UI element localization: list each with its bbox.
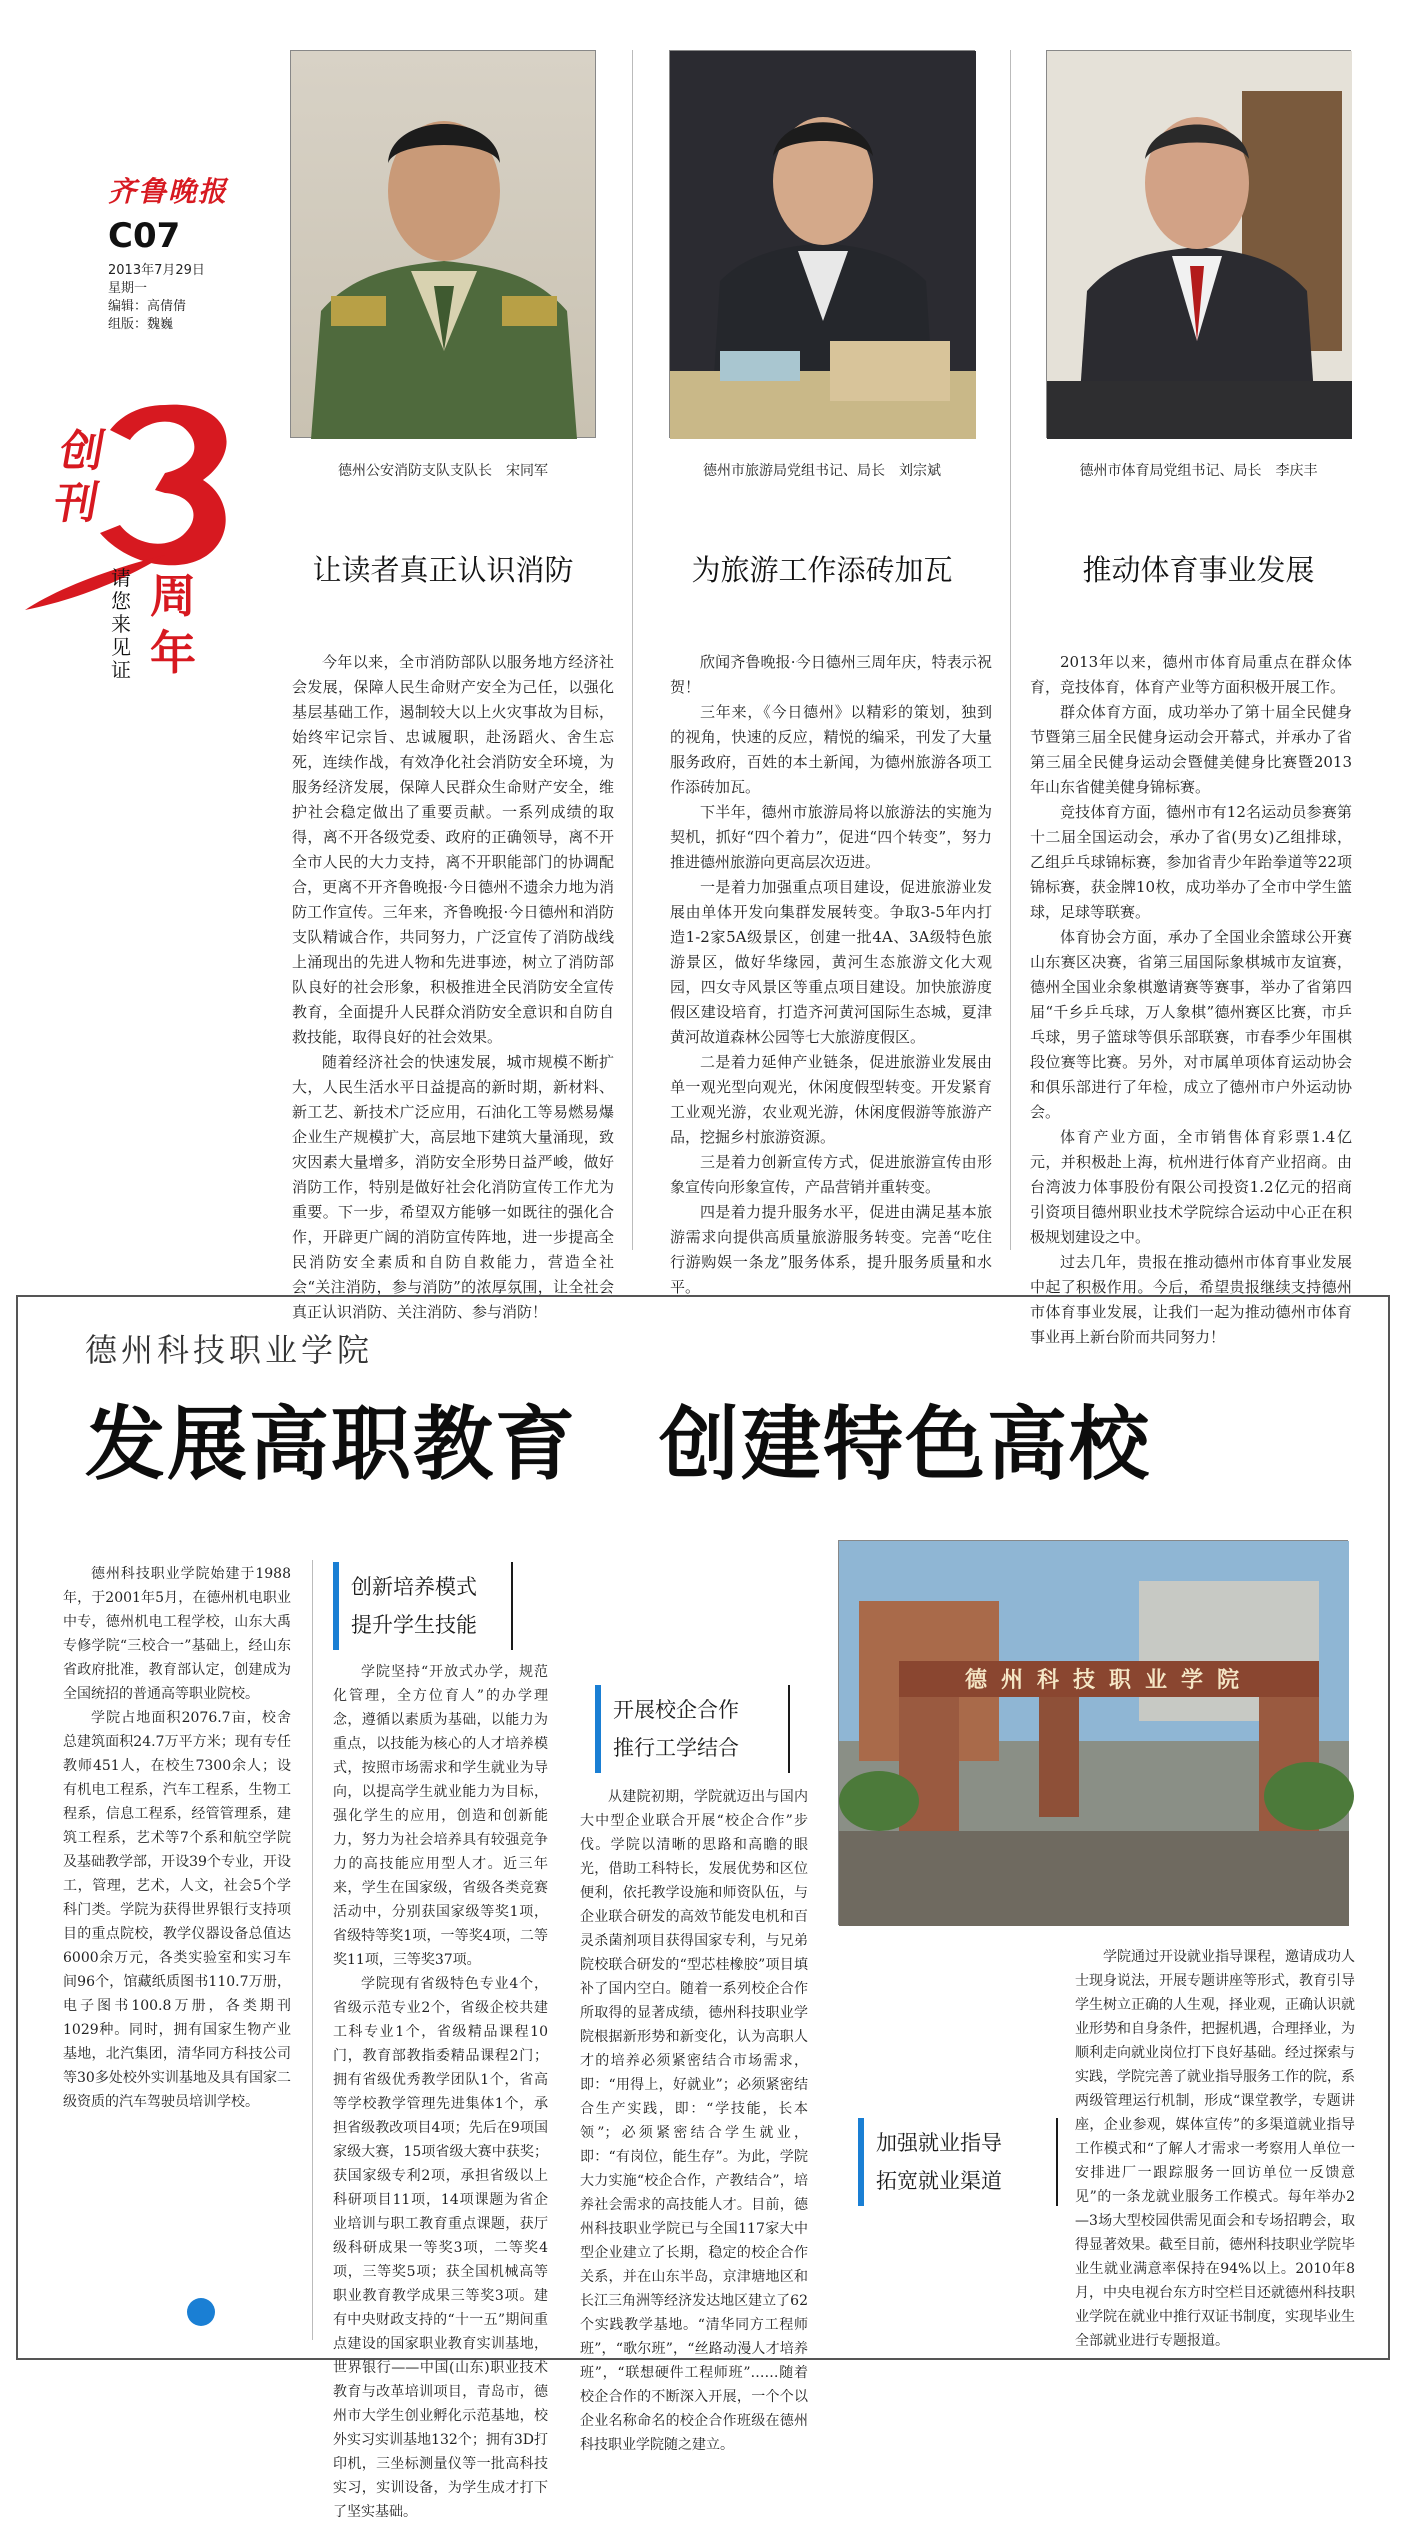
intro-bullet-dot (187, 2298, 215, 2326)
section-paragraph: 从建院初期，学院就迈出与国内大中型企业联合开展“校企合作”步伐。学院以清晰的思路和高瞻的眼光，借助工科特长，发展优势和区位便利，依托教学设施和师资队伍，与企业联合研发的高效节能发电机和百灵杀菌剂项目获得国家专利，与兄弟院校联合研发的“型芯桂橡胶”项目填补了国内空白。随着一系列校企合作所取得的显著成绩，德州科技职业学院根据新形势和新变化，认为高职人才的培养必须紧密结合市场需求，即：“用得上，好就业”；必须紧密结合生产实践，即：“学技能，长本领”；必须紧密结合学生就业，即：“有岗位，能生存”。为此，学院大力实施“校企合作，产教结合”，培养社会需求的高技能人才。目前，德州科技职业学院已与全国117家大中型企业建立了长期，稳定的校企合作关系，并在山东半岛，京津塘地区和长江三角洲等经济发达地区建立了62个实践教学基地。“清华同方工程师班”，“歌尔班”，“丝路动漫人才培养班”，“联想硬件工程师班”……随着校企合作的不断深入开展，一个个以企业名称命名的校企合作班级在德州科技职业学院随之建立。 (580, 1789, 808, 2453)
article-paragraph: 随着经济社会的快速发展，城市规模不断扩大，人民生活水平日益提高的新时期，新材料、新工艺、新技术广泛应用，石油化工等易燃易爆企业生产规模扩大，高层地下建筑大量涌现，致灾因素大量增多，消防安全形势日益严峻，做好消防工作，特别是做好社会化消防宣传工作尤为重要。下一步，希望双方能够一如既往的强化合作，开辟更广阔的消防宣传阵地，进一步提高全民消防安全素质和自防自救能力，营造全社会“关注消防，参与消防”的浓厚氛围，让全社会真正认识消防、关注消防、参与消防！ (292, 1053, 614, 1321)
section-heading-employment (858, 2118, 1058, 2206)
campus-gate-illustration (839, 1541, 1349, 1926)
column-divider (632, 50, 633, 1250)
anniversary-char-chuang: 创 (55, 426, 109, 477)
paper-name: 齐鲁晚报 (108, 175, 229, 208)
section-paragraph: 学院坚持“开放式办学，规范化管理，全方位育人”的办学理念，遵循以素质为基础，以能力为重点，以技能为核心的人才培养模式，按照市场需求和学生就业为导向，以提高学生就业能力为目标，强化学生的应用，创造和创新能力，努力为社会培养具有较强竞争力的高技能应用型人才。近三年来，学生在国家级，省级各类竞赛活动中，分别获国家级等奖1项，省级特等奖1项，一等奖4项，二等奖11项，三等奖37项。 (333, 1664, 548, 1968)
anniversary-logo (15, 395, 255, 735)
article-paragraph: 2013年以来，德州市体育局重点在群众体育，竞技体育，体育产业等方面积极开展工作。 (1030, 653, 1352, 696)
section-heading-line: 推行工学结合 (613, 1736, 739, 1760)
article-body-tourism (670, 650, 992, 1296)
masthead (108, 170, 278, 334)
article-body-sports (1030, 650, 1352, 1346)
portrait-photo-2 (669, 50, 975, 438)
article-paragraph: 竞技体育方面，德州市有12名运动员参赛第十二届全国运动会，承办了省(男女)乙组排球，乙组乒乓球锦标赛，参加省青少年跆拳道等22项锦标赛，获金牌10枚，成功举办了全市中学生篮球，足球等联赛。 (1030, 803, 1352, 921)
article-paragraph: 四是着力提升服务水平，促进由满足基本旅游需求向提供高质量旅游服务转变。完善“吃住行游购娱一条龙”服务体系，提升服务质量和水平。 (670, 1203, 992, 1296)
feature-headline: 发展高职教育 创建特色高校 (85, 1398, 1151, 1491)
article-paragraph: 二是着力延伸产业链条，促进旅游业发展由单一观光型向观光，休闲度假型转变。开发紧育工业观光游，农业观光游，休闲度假游等旅游产品，挖掘乡村旅游资源。 (670, 1053, 992, 1146)
article-paragraph: 体育产业方面，全市销售体育彩票1.4亿元，并积极赴上海，杭州进行体育产业招商。由台湾波力体事股份有限公司投资1.2亿元的招商引资项目德州职业技术学院综合运动中心正在积极规划建设之中。 (1030, 1128, 1352, 1246)
article-paragraph: 下半年，德州市旅游局将以旅游法的实施为契机，抓好“四个着力”，促进“四个转变”，努力推进德州旅游向更高层次迈进。 (670, 803, 992, 871)
feature-intro (63, 1562, 291, 2342)
article-headline: 为旅游工作添砖加瓦 (691, 553, 953, 587)
anniversary-slogan: 请您来见证 (111, 566, 131, 682)
photo-caption: 德州市旅游局党组书记、局长 刘宗斌 (703, 463, 941, 479)
anniversary-swoosh (15, 395, 255, 735)
intro-paragraph: 学院占地面积2076.7亩，校舍总建筑面积24.7万平方米；现有专任教师451人，在校生7300余人；设有机电工程系，汽车工程系，生物工程系，信息工程系，经管管理系，建筑工程系，艺术等7个系和航空学院及基础教学部，开设39个专业，开设工，管理，艺术，人文，社会5个学科门类。学院为获得世界银行支持项目的重点院校，教学仪器设备总值达6000余万元，各类实验室和实习车间96个，馆藏纸质图书110.7万册，电子图书100.8万册，各类期刊1029种。同时，拥有国家生物产业基地，北汽集团，清华同方科技公司等30多处校外实训基地及具有国家二级资质的汽车驾驶员培训学校。 (63, 1710, 291, 2110)
article-paragraph: 三是着力创新宣传方式，促进旅游宣传由形象宣传向形象宣传，产品营销并重转变。 (670, 1153, 992, 1196)
article-paragraph: 今年以来，全市消防部队以服务地方经济社会发展，保障人民生命财产安全为己任，以强化基层基础工作，遏制较大以上火灾事故为目标，始终牢记宗旨、忠诚履职，赴汤蹈火、舍生忘死，连续作战，有效净化社会消防安全环境，为服务经济发展，保障人民群众生命财产安全，维护社会稳定做出了重要贡献。一系列成绩的取得，离不开各级党委、政府的正确领导，离不开全市人民的大力支持，离不开职能部门的协调配合，更离不开齐鲁晚报·今日德州不遗余力地为消防工作宣传。三年来，齐鲁晚报·今日德州和消防支队精诚合作，共同努力，广泛宣传了消防战线上涌现出的先进人物和先进事迹，树立了消防部队良好的社会形象，积极推进全民消防安全宣传教育，全面提升人民群众消防安全意识和自防自救技能，取得良好的社会效果。 (292, 653, 614, 1046)
portrait-photo-3 (1046, 50, 1351, 438)
campus-gate-sign: 德州科技职业学院 (964, 1667, 1253, 1693)
column-divider (1010, 50, 1011, 1250)
article-paragraph: 过去几年，贵报在推动德州市体育事业发展中起了积极作用。今后，希望贵报继续支持德州市体育事业发展，让我们一起为推动德州市体育事业再上新台阶而共同努力！ (1030, 1253, 1352, 1346)
article-paragraph: 体育协会方面，承办了全国业余篮球公开赛山东赛区决赛，省第三届国际象棋城市友谊赛，德州全国业余象棋邀请赛等赛事，举办了省第四届“千乡乒乓球，万人象棋”德州赛区比赛，市乒乓球，男子篮球等俱乐部联赛，市春季少年围棋段位赛等比赛。另外，对市属单项体育运动协会和俱乐部进行了年检，成立了德州市户外运动协会。 (1030, 928, 1352, 1121)
section-heading-line: 开展校企合作 (613, 1698, 739, 1722)
section-body-cooperation (580, 1785, 808, 2453)
anniversary-char-kan: 刊 (49, 478, 103, 529)
feature-institution-name: 德州科技职业学院 (85, 1331, 374, 1369)
section-paragraph: 学院现有省级特色专业4个，省级示范专业2个，省级企校共建工科专业1个，省级精品课程10门，教育部教指委精品课程2门；拥有省级优秀教学团队1个，省高等学校教学管理先进集体1个，承担省级教改项目4项；先后在9项国家级大赛，15项省级大赛中获奖；获国家级专利2项，承担省级以上科研项目11项，14项课题为省企业培训与职工教育重点课题，获厅级科研成果一等奖3项，二等奖4项，三等奖5项；获全国机械高等职业教育教学成果三等奖3项。建有中央财政支持的“十一五”期间重点建设的国家职业教育实训基地，世界银行——中国(山东)职业技术教育与改革培训项目，青岛市，德州市大学生创业孵化示范基地，校外实习实训基地132个；拥有3D打印机，三坐标测量仪等一批高科技实习，实训设备，为学生成才打下了坚实基础。 (333, 1976, 548, 2520)
article-headline: 推动体育事业发展 (1082, 553, 1315, 587)
issue-date: 2013年7月29日 (108, 263, 205, 278)
photo-caption: 德州市体育局党组书记、局长 李庆丰 (1079, 463, 1318, 479)
intro-paragraph: 德州科技职业学院始建于1988年，于2001年5月，在德州机电职业中专，德州机电工程学校，山东大禹专修学院“三校合一”基础上，经山东省政府批准，教育部认定，创建成为全国统招的普通高等职业院校。 (63, 1566, 291, 1702)
article-body-fire (292, 650, 614, 1321)
section-heading-line: 提升学生技能 (351, 1613, 477, 1637)
anniversary-char-nian: 年 (150, 626, 196, 680)
article-paragraph: 一是着力加强重点项目建设，促进旅游业发展由单体开发向集群发展转变。争取3-5年内打造1-2家5A级景区，创建一批4A、3A级特色旅游景区，做好华缘园，黄河生态旅游文化大观园，四女寺风景区等重点项目建设。加快旅游度假区建设培育，打造齐河黄河国际生态城，夏津黄河故道森林公园等七大旅游度假区。 (670, 878, 992, 1046)
column-divider (312, 1560, 313, 2340)
section-heading-training (333, 1562, 513, 1650)
portrait-official-illustration (670, 51, 976, 439)
photo-caption: 德州公安消防支队支队长 宋同军 (338, 463, 548, 479)
section-body-training-a (333, 1660, 548, 2520)
section-heading-cooperation (595, 1685, 790, 1773)
article-paragraph: 三年来，《今日德州》以精彩的策划，独到的视角，快速的反应，精悦的编采，刊发了大量服务政府，百姓的本土新闻，为德州旅游各项工作添砖加瓦。 (670, 703, 992, 796)
editor-credit: 编辑：高倩倩 (108, 299, 187, 314)
issue-weekday: 星期一 (108, 281, 148, 296)
section-paragraph: 学院通过开设就业指导课程，邀请成功人士现身说法，开展专题讲座等形式，教育引导学生树立正确的人生观，择业观，正确认识就业形势和自身条件，把握机遇，合理择业，为顺利走向就业岗位打下良好基础。经过探索与实践，学院完善了就业指导服务工作的院，系两级管理运行机制，形成“课堂教学，专题讲座，企业参观，媒体宣传”的多渠道就业指导工作模式和“了解人才需求一考察用人单位一安排进厂一跟踪服务一回访单位一反馈意见”的一条龙就业服务工作模式。每年举办2—3场大型校园供需见面会和专场招聘会，取得显著效果。截至目前，德州科技职业学院毕业生就业满意率保持在94%以上。2010年8月，中央电视台东方时空栏目还就德州科技职业学院在就业中推行双证书制度，实现毕业生全部就业进行专题报道。 (1075, 1949, 1355, 2349)
campus-gate-photo (838, 1540, 1348, 1925)
section-body-employment (1075, 1945, 1355, 2350)
section-heading-line: 创新培养模式 (351, 1575, 477, 1599)
article-paragraph: 欣闻齐鲁晚报·今日德州三周年庆，特表示祝贺！ (670, 653, 992, 696)
section-heading-line: 加强就业指导 (876, 2131, 1002, 2155)
page-number: C07 (108, 216, 181, 256)
portrait-official-illustration (1047, 51, 1352, 439)
portrait-officer-illustration (291, 51, 597, 439)
section-heading-line: 拓宽就业渠道 (876, 2169, 1002, 2193)
article-headline: 让读者真正认识消防 (312, 553, 574, 587)
layout-credit: 组版：魏巍 (108, 317, 174, 332)
article-paragraph: 群众体育方面，成功举办了第十届全民健身节暨第三届全民健身运动会开幕式，并承办了省第三届全民健身运动会暨健美健身比赛暨2013年山东省健美健身锦标赛。 (1030, 703, 1352, 796)
anniversary-char-zhou: 周 (150, 569, 196, 623)
portrait-photo-1 (290, 50, 596, 438)
